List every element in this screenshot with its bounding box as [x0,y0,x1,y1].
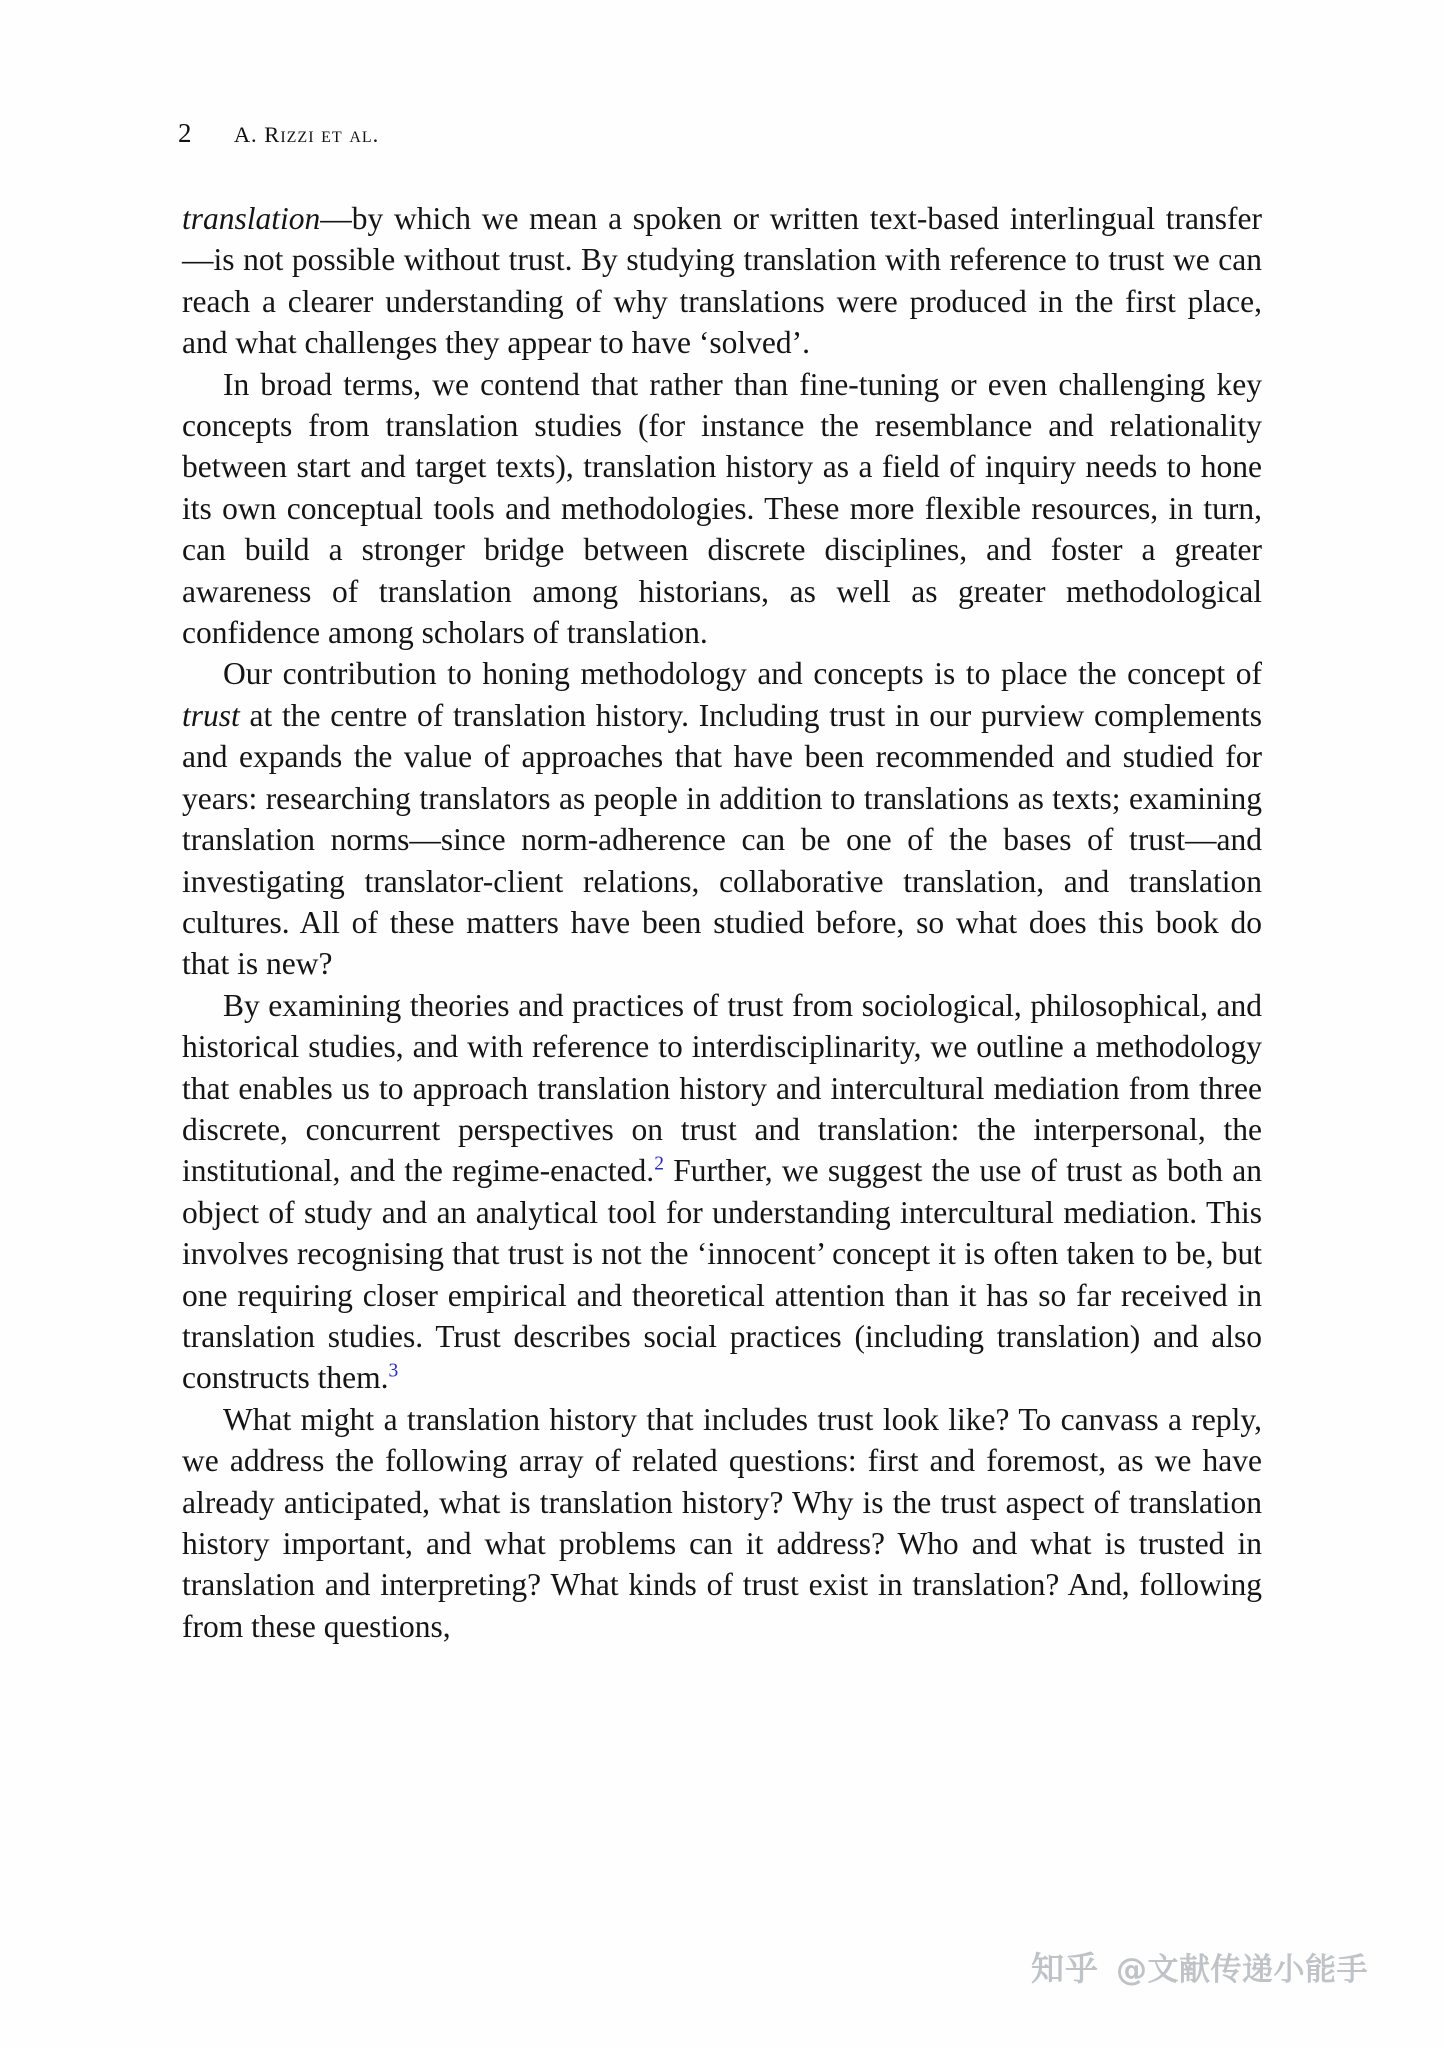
watermark-handle: @文献传递小能手 [1116,1952,1368,1988]
running-head-title: A. Rizzi et al. [233,122,380,147]
emphasised-term: translation [182,201,321,236]
para-broad-terms: In broad terms, we contend that rather than fine-tuning or even challenging key concepts from translation studies (for instance the resemblance and relationality between start and target texts), translation history as a field of inquiry needs to hone its own conceptual tools and methodologies. These more flexible resources, in turn, can build a stronger bridge between discrete disciplines, and foster a greater awareness of translation among historians, as well as greater methodological confidence among scholars of translation. [182,366,1262,651]
page-number: 2 [178,118,192,148]
para-our-contribution: Our contribution to honing methodology and concepts is to place the concept of trust at the centre of translation history. Including trust in our purview complements and expands the value of approaches that have been recommended and studied for years: researching translators as people in addition to translations as texts; examining translation norms—since norm-adherence can be one of the bases of trust—and investigating translator-client relations, collaborative translation, and translation cultures. All of these matters have been studied before, so what does this book do that is new? [182,656,1262,982]
footnote-reference-3[interactable]: 3 [388,1360,399,1382]
zhihu-logo-text: 知乎 [1031,1949,1099,1988]
running-head [178,118,379,149]
watermark [1031,1943,1368,1990]
footnote-reference-2[interactable]: 2 [654,1153,664,1175]
para-by-examining: By examining theories and practices of trust from sociological, philosophical, and historical studies, and with reference to interdisciplinarity, we outline a methodology that enables us to approach translation history and intercultural mediation from three discrete, concurrent perspectives on trust and translation: the interpersonal, the institutional, and the regime-enacted.$^2$ Further, we suggest the use of trust as both an object of study and an analytical tool for understanding intercultural mediation. This involves recognising that trust is not the ‘innocent’ concept it is often taken to be, but one requiring closer empirical and theoretical attention than it has so far received in translation studies. Trust describes social practices (including translation) and also constructs them.$^3$ [182,987,1263,1396]
emphasised-term: trust [182,697,240,733]
para-what-might: What might a translation history that includes trust look like? To canvass a reply, we address the following array of related questions: first and foremost, as we have already anticipated, what is translation history? Why is the trust aspect of translation history important, and what problems can it address? Who and what is trusted in translation and interpreting? What kinds of trust exist in translation? And, following from these questions, [182,1401,1262,1644]
para-translation-definition: translation—by which we mean a spoken or written text-based interlingual transfer—is not possible without trust. By studying translation with reference to trust we can reach a clearer understanding of why translations were produced in the first place, and what challenges they appear to have ‘solved’. [182,201,1262,361]
body-text-block [182,198,1262,1647]
